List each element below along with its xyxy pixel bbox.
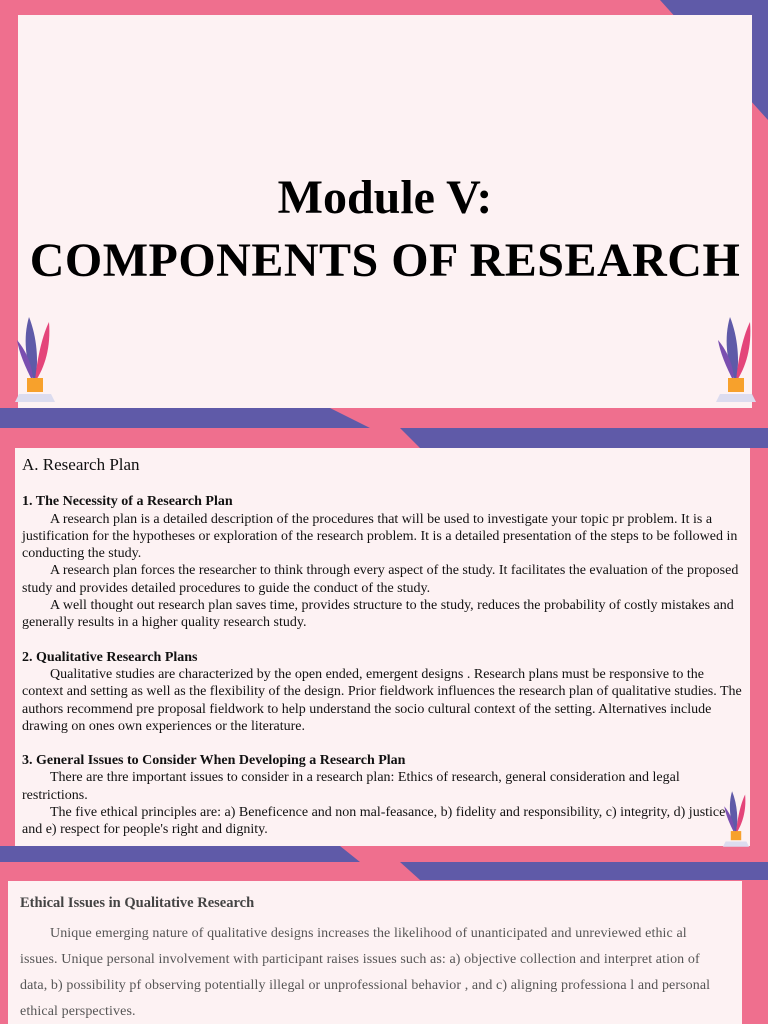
research-plan-card (15, 448, 750, 846)
section-heading: A. Research Plan (22, 455, 140, 474)
plant-pot-icon (716, 312, 756, 407)
paragraph: There are thre important issues to consider in a research plan: Ethics of research, general consideration and legal restrictions. (22, 770, 680, 803)
subsection-heading: 3. General Issues to Consider When Developing a Research Plan (22, 753, 406, 769)
ethical-issues-slide (0, 862, 768, 1024)
paragraph: The five ethical principles are: a) Beneficence and non mal-feasance, b) fidelity and responsibility, c) integrity, d) justice and e) respect for people's right and dignity. (22, 805, 726, 838)
title-card (18, 15, 752, 408)
subsection-heading: 1. The Necessity of a Research Plan (22, 494, 233, 510)
paragraph: Qualitative studies are characterized by the open ended, emergent designs . Research plans must be responsive to the context and setting as well as the flexibility of the design. Prior fieldwork influences the research plan of qualitative studies. The authors recommend pre proposal fieldwork to help understand the socio cultural context of the setting. Alternatives include drawing on ones own experiences or the literature. (22, 666, 742, 734)
document-body (20, 895, 720, 1024)
module-title: Module V: (277, 171, 493, 224)
paragraph: Unique emerging nature of qualitative designs increases the likelihood of unanticipated and unreviewed ethic al issues. Unique personal involvement with participant raises issues such as: a) objective collection and interpret ation of data, b) possibility pf observing potentially illegal or unprofessional behavior , and c) aligning professiona l and personal ethical perspectives. (20, 926, 711, 1019)
section-heading: Ethical Issues in Qualitative Research (20, 895, 255, 911)
paragraph: A well thought out research plan saves time, provides structure to the study, reduces the probability of costly mistakes and generally results in a higher quality research study. (22, 598, 734, 631)
research-plan-slide (0, 428, 768, 862)
plant-pot-icon (15, 312, 55, 407)
module-subtitle: COMPONENTS OF RESEARCH (29, 234, 741, 287)
ethical-issues-card (8, 881, 742, 1024)
paragraph: A research plan is a detailed description of the procedures that will be used to investigate your topic pr problem. It is a justification for the hypotheses or exploration of the research problem. It is a detailed presentation of the steps to be followed in conducting the study. (22, 511, 738, 562)
paragraph: A research plan forces the researcher to think through every aspect of the study. It facilitates the evaluation of the proposed study and provides detailed procedures to guide the conduct of the study. (22, 563, 739, 596)
title-slide (0, 0, 768, 428)
subsection-heading: 2. Qualitative Research Plans (22, 649, 198, 665)
document-body (22, 453, 742, 839)
plant-pot-icon (720, 788, 752, 850)
